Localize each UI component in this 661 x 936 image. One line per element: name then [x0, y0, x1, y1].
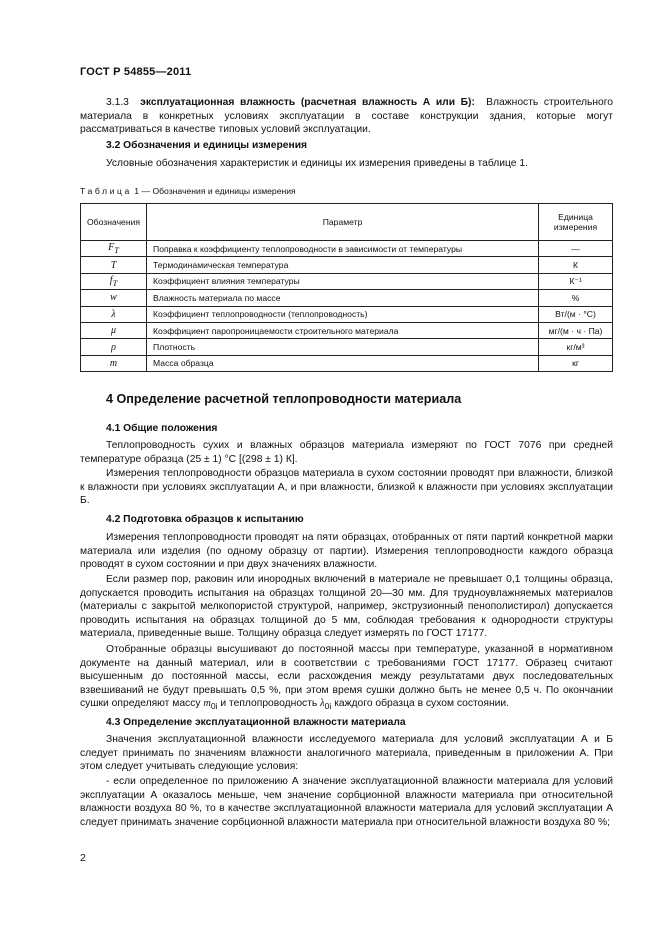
table-row — [81, 355, 613, 371]
term: эксплуатационная влажность (расчетная влажность А или Б): — [140, 97, 475, 108]
section-4-2-p2: Если размер пор, раковин или инородных включений в материале не превышает 0,1 толщины образца, допускается проводить испытания на образцах толщиной 20—30 мм. Для трудноувлажняемых материалов (материалы с закрытой мелкопористой структурой, например, экструзионный пенополистирол) допускается проводить испытания на образцах толщиной до 5 мм, соблюдая требования к однородности структуры материала, приведенные выше. Толщину образца следует измерять по ГОСТ 17177. — [80, 574, 613, 640]
cell-unit: К — [539, 257, 613, 273]
document-header: ГОСТ Р 54855—2011 — [80, 66, 192, 78]
cell-symbol: $f_T$ — [81, 273, 147, 289]
section-4-3-p2: - если определенное по приложению А значение эксплуатационной влажности материала для условий эксплуатации А оказалось меньше, чем значение сорбционной влажности материала при относительной влажности воздуха 80 %, то в качестве эксплуатационной влажности материала для условий эксплуатации А следует принимать значение сорбционной влажности материала при относительной влажности воздуха 80 %; — [80, 776, 613, 828]
col-header-symbol: Обозначения — [81, 204, 147, 241]
definition: Влажность строительного материала в конкретных условиях эксплуатации в составе конструкции здания, которые могут рассматриваться в качестве типовых условий эксплуатации. — [80, 97, 613, 136]
cell-symbol: w — [81, 290, 147, 306]
cell-symbol: μ — [81, 322, 147, 338]
cell-parameter: Коэффициент теплопроводности (теплопроводность) — [147, 306, 539, 322]
table-caption — [80, 186, 296, 196]
cell-unit: — — [539, 241, 613, 257]
cell-symbol: T — [81, 257, 147, 273]
table-row — [81, 306, 613, 322]
table-row — [81, 290, 613, 306]
section-4-1-heading: 4.1 Общие положения — [106, 423, 218, 434]
cell-unit: Вт/(м · °С) — [539, 306, 613, 322]
table-1 — [80, 203, 613, 372]
cell-parameter: Плотность — [147, 339, 539, 355]
table-row — [81, 241, 613, 257]
section-4-2-heading: 4.2 Подготовка образцов к испытанию — [106, 514, 304, 525]
table-header-row — [81, 204, 613, 241]
p3-text-a: Отобранные образцы высушивают до постоянной массы при температуре, указанной в нормативном документе на данный материал, или в соответствии с требованиями ГОСТ 17177. Образец считают высушенным до постоянной массы, если расхождения между результатами двух последовательных взвешиваний не будут превышать 0,5 %, при этом время сушки должно быть не менее 0,5 ч. По окончании сушки определяют массу — [80, 644, 613, 710]
table-caption-title: 1 — Обозначения и единицы измерения — [134, 186, 296, 196]
clause-3-1-3 — [80, 96, 613, 137]
symbol-m: m — [203, 698, 211, 710]
table-row — [81, 257, 613, 273]
cell-symbol: ρ — [81, 339, 147, 355]
section-4-heading: 4 Определение расчетной теплопроводности материала — [106, 392, 462, 406]
p3-text-b: и теплопроводность — [220, 698, 318, 710]
cell-unit: кг/м³ — [539, 339, 613, 355]
table-row — [81, 339, 613, 355]
section-4-2-p3 — [80, 643, 613, 714]
section-3-2-text: Условные обозначения характеристик и единицы их измерения приведены в таблице 1. — [106, 158, 528, 169]
table-row — [81, 322, 613, 338]
cell-unit: % — [539, 290, 613, 306]
symbol-lambda: λ — [320, 698, 325, 710]
page-number: 2 — [80, 852, 86, 864]
cell-parameter: Влажность материала по массе — [147, 290, 539, 306]
table-body — [81, 241, 613, 372]
cell-symbol: $F_T$ — [81, 241, 147, 257]
cell-symbol: λ — [81, 306, 147, 322]
cell-unit: мг/(м · ч · Па) — [539, 322, 613, 338]
section-4-2-p1: Измерения теплопроводности проводят на пяти образцах, отобранных от пяти партий конкретной марки материала или изделия (по одному образцу от партии). Измерения теплопроводности каждого образца проводят в сухом состоянии и при двух значениях влажности. — [80, 532, 613, 571]
clause-number: 3.1.3 — [106, 97, 129, 108]
cell-unit: кг — [539, 355, 613, 371]
cell-symbol: m — [81, 355, 147, 371]
section-4-3-heading: 4.3 Определение эксплуатационной влажности материала — [106, 717, 406, 728]
cell-parameter: Поправка к коэффициенту теплопроводности в зависимости от температуры — [147, 241, 539, 257]
p3-text-c: каждого образца в сухом состоянии. — [334, 698, 509, 710]
section-4-1-p1: Теплопроводность сухих и влажных образцов материала измеряют по ГОСТ 7076 при средней температуре образца (25 ± 1) °С [(298 ± 1) К]. — [80, 440, 613, 465]
section-4-3-p1: Значения эксплуатационной влажности исследуемого материала для условий эксплуатации А и Б следует принимать по значениям влажности аналогичного материала, приведенным в приложении А. При этом следует учитывать следующие условия: — [80, 734, 613, 773]
cell-parameter: Коэффициент паропроницаемости строительного материала — [147, 322, 539, 338]
cell-parameter: Термодинамическая температура — [147, 257, 539, 273]
cell-parameter: Коэффициент влияния температуры — [147, 273, 539, 289]
cell-parameter: Масса образца — [147, 355, 539, 371]
section-4-1-p2: Измерения теплопроводности образцов материала в сухом состоянии проводят при влажности, близкой к влажности при условиях эксплуатации А, и при влажности, близкой к влажности при условиях эксплуатации Б. — [80, 468, 613, 507]
cell-unit: К⁻¹ — [539, 273, 613, 289]
section-3-2-heading: 3.2 Обозначения и единицы измерения — [106, 140, 308, 151]
table-row — [81, 273, 613, 289]
subscript-0i-m: 0i — [210, 701, 218, 712]
subscript-0i-lambda: 0i — [324, 701, 332, 712]
col-header-unit: Единица измерения — [539, 204, 613, 241]
table-caption-label: Таблица — [80, 186, 132, 196]
col-header-parameter: Параметр — [147, 204, 539, 241]
